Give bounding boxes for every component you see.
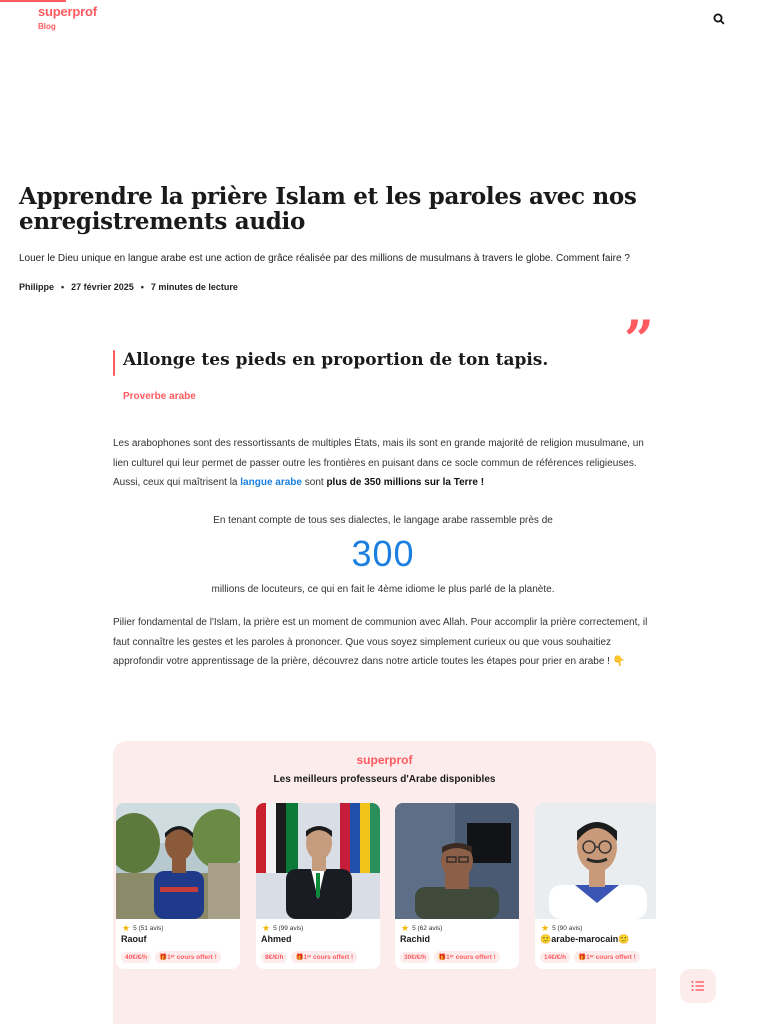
star-icon: ★: [401, 923, 410, 933]
tutor-photo: [395, 803, 519, 919]
prayer-paragraph: Pilier fondamental de l'Islam, la prière est un moment de communion avec Allah. Pour accomplir la prière correctement, il faut connaître les gestes et les paroles à prononcer. Que vous soyez simplement curieux ou que vous souhaitiez approfondir votre apprentissage de la prière, découvrez dans notre article toutes les étapes pour prier en arabe ! 👇: [113, 617, 648, 667]
search-icon: [711, 11, 727, 27]
offer-badge: 🎁1ᵉʳ cours offert !: [434, 951, 500, 963]
tutor-rating: [262, 923, 303, 934]
star-icon: ★: [262, 923, 271, 933]
tutor-rating: [541, 923, 582, 934]
tutor-rating: [122, 923, 163, 934]
tutor-photo: [256, 803, 380, 919]
card-title: Les meilleurs professeurs d'Arabe disponibles: [273, 774, 496, 785]
arabic-language-link[interactable]: langue arabe: [240, 477, 302, 488]
quote-source: Proverbe arabe: [123, 391, 196, 402]
stat-number: 300: [351, 533, 415, 574]
top-accent-line: [0, 0, 66, 2]
tutor-price-row: [121, 951, 221, 963]
intro-text-middle: sont: [301, 477, 327, 488]
rating-text: 5 (62 avis): [412, 925, 443, 932]
publish-date: 27 février 2025: [71, 282, 134, 292]
offer-badge: 🎁1ᵉʳ cours offert !: [291, 951, 357, 963]
blog-label: Blog: [38, 22, 56, 31]
search-button[interactable]: [711, 11, 727, 27]
tutor-photo: [535, 803, 656, 919]
price-badge: 14€/€/h: [540, 952, 570, 963]
article-title: Apprendre la prière Islam et les paroles avec nos enregistrements audio: [19, 183, 637, 235]
tutor-card-arabe-marocain[interactable]: [535, 803, 656, 969]
intro-text: Les arabophones sont des ressortissants de multiples États, mais ils sont en grande majorité de religion musulmane, un lien culturel qui leur permet de passer outre les frontières en puisant dans ce socle commun de références religieuses. Aussi, ceux qui maîtrisent la: [113, 438, 644, 488]
tutor-price-row: [540, 951, 640, 963]
tutor-name: 🙂arabe-marocain🙂: [540, 934, 630, 944]
meta-separator: •: [140, 282, 144, 292]
tutor-price-row: [400, 951, 500, 963]
tutor-name: Ahmed: [261, 934, 292, 944]
rating-text: 5 (51 avis): [133, 925, 164, 932]
logo-text: superprof: [38, 4, 97, 19]
quote-bar: [113, 350, 115, 376]
intro-highlight: plus de 350 millions sur la Terre !: [326, 477, 485, 488]
table-of-contents-button[interactable]: [680, 969, 716, 1003]
star-icon: ★: [122, 923, 131, 933]
tutor-card-ahmed[interactable]: [256, 803, 380, 969]
offer-badge: 🎁1ᵉʳ cours offert !: [574, 951, 640, 963]
meta-separator: •: [61, 282, 65, 292]
price-badge: 30€/€/h: [400, 952, 430, 963]
tutor-photo: [116, 803, 240, 919]
tutor-card-rachid[interactable]: [395, 803, 519, 969]
article-meta: [19, 282, 238, 292]
rating-text: 5 (99 avis): [273, 925, 304, 932]
star-icon: ★: [541, 923, 550, 933]
tutor-card-raouf[interactable]: [116, 803, 240, 969]
rating-text: 5 (90 avis): [552, 925, 583, 932]
article-lead: Louer le Dieu unique en langue arabe est une action de grâce réalisée par des millions de musulmans à travers le globe. Comment faire ?: [19, 253, 630, 264]
tutor-price-row: [261, 951, 357, 963]
card-logo: superprof: [356, 753, 413, 767]
quote-text: Allonge tes pieds en proportion de ton tapis.: [123, 350, 549, 370]
intro-paragraph: [113, 434, 653, 493]
tutor-name: Raouf: [121, 934, 147, 944]
list-icon: [691, 980, 705, 992]
author-link[interactable]: Philippe: [19, 282, 55, 292]
read-time: 7 minutes de lecture: [150, 282, 238, 292]
tutor-name: Rachid: [400, 934, 431, 944]
price-badge: 40€/€/h: [121, 952, 151, 963]
tutor-rating: [401, 923, 442, 934]
quote-icon: ”: [624, 310, 654, 371]
price-badge: 8€/€/h: [261, 952, 287, 963]
offer-badge: 🎁1ᵉʳ cours offert !: [155, 951, 221, 963]
site-logo[interactable]: [38, 4, 97, 31]
stat-intro: En tenant compte de tous ses dialectes, le langage arabe rassemble près de: [213, 515, 553, 526]
tutors-card: [113, 741, 656, 1024]
stat-caption: millions de locuteurs, ce qui en fait le 4ème idiome le plus parlé de la planète.: [211, 584, 555, 595]
